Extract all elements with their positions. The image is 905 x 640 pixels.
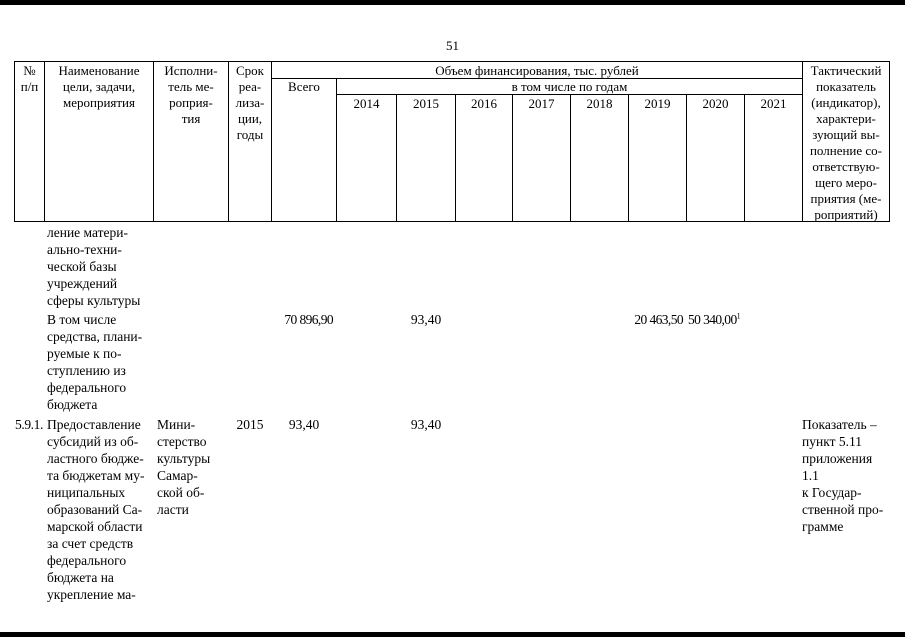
col-line-6 [396, 94, 397, 222]
row-2-2020 [688, 311, 744, 328]
col-line-11 [686, 94, 687, 222]
header-executor: Исполни- тель ме- роприя- тия [164, 63, 218, 126]
header-total: Всего [288, 79, 320, 94]
header-name: Наименование цели, задачи, мероприятия [58, 63, 140, 110]
row-2-2020-footnote: 1 [736, 311, 741, 321]
header-top-line [14, 61, 889, 62]
header-year-2014: 2014 [353, 96, 380, 111]
header-by-years: в том числе по годам [511, 79, 628, 94]
header-funding-title: Объем финансирования, тыс. рублей [435, 63, 639, 78]
row-3-name: Предоставление субсидий из об- ластного бюдже- та бюджетам му- ниципальных образований Са- марской области за счет средств федерального бюджета на укрепление ма- [47, 417, 145, 602]
row-3-total: 93,40 [288, 417, 320, 432]
col-line-8 [512, 94, 513, 222]
row-3-number: 5.9.1. [15, 417, 43, 432]
row-2-name: В том числе средства, плани- руемые к по- ступлению из федерального бюджета [47, 312, 143, 412]
row-2-total: 70 896,90 [284, 312, 333, 327]
header-year-2019: 2019 [644, 96, 671, 111]
row-3-term: 2015 [236, 417, 264, 432]
row-3-executor: Мини- стерство культуры Самар- ской об- ласти [157, 417, 211, 517]
row-3-indicator: Показатель – пункт 5.11 приложения 1.1 к Государ- ственной про- грамме [802, 417, 884, 534]
row-1-name: ление матери- ально-техни- ческой базы учреждений сферы культуры [47, 225, 141, 308]
header-year-2017: 2017 [528, 96, 555, 111]
bottom-border [0, 632, 905, 637]
header-year-2018: 2018 [586, 96, 613, 111]
col-line-9 [570, 94, 571, 222]
header-year-2015: 2015 [413, 96, 439, 111]
header-year-2020: 2020 [702, 96, 729, 111]
header-term: Срок реа- лиза- ции, годы [235, 63, 265, 142]
row-3-2015: 93,40 [410, 417, 442, 432]
header-number: № п/п [20, 63, 39, 94]
col-line-14 [889, 61, 890, 222]
col-line-10 [628, 94, 629, 222]
header-indicator: Тактический показатель (индикатор), характери- зующий вы- полнение со- ответствую- щего меро- приятия (ме- роприятий) [809, 63, 883, 222]
row-2-2015: 93,40 [410, 312, 442, 327]
col-line-12 [744, 94, 745, 222]
header-year-2021: 2021 [760, 96, 787, 111]
page-number: 51 [446, 38, 459, 53]
header-year-2016: 2016 [471, 96, 497, 111]
row-2-2020-value: 50 340,00 [688, 312, 737, 327]
header-bottom-line [14, 221, 889, 222]
row-2-2019: 20 463,50 [634, 312, 683, 327]
top-border [0, 0, 905, 5]
col-line-7 [455, 94, 456, 222]
